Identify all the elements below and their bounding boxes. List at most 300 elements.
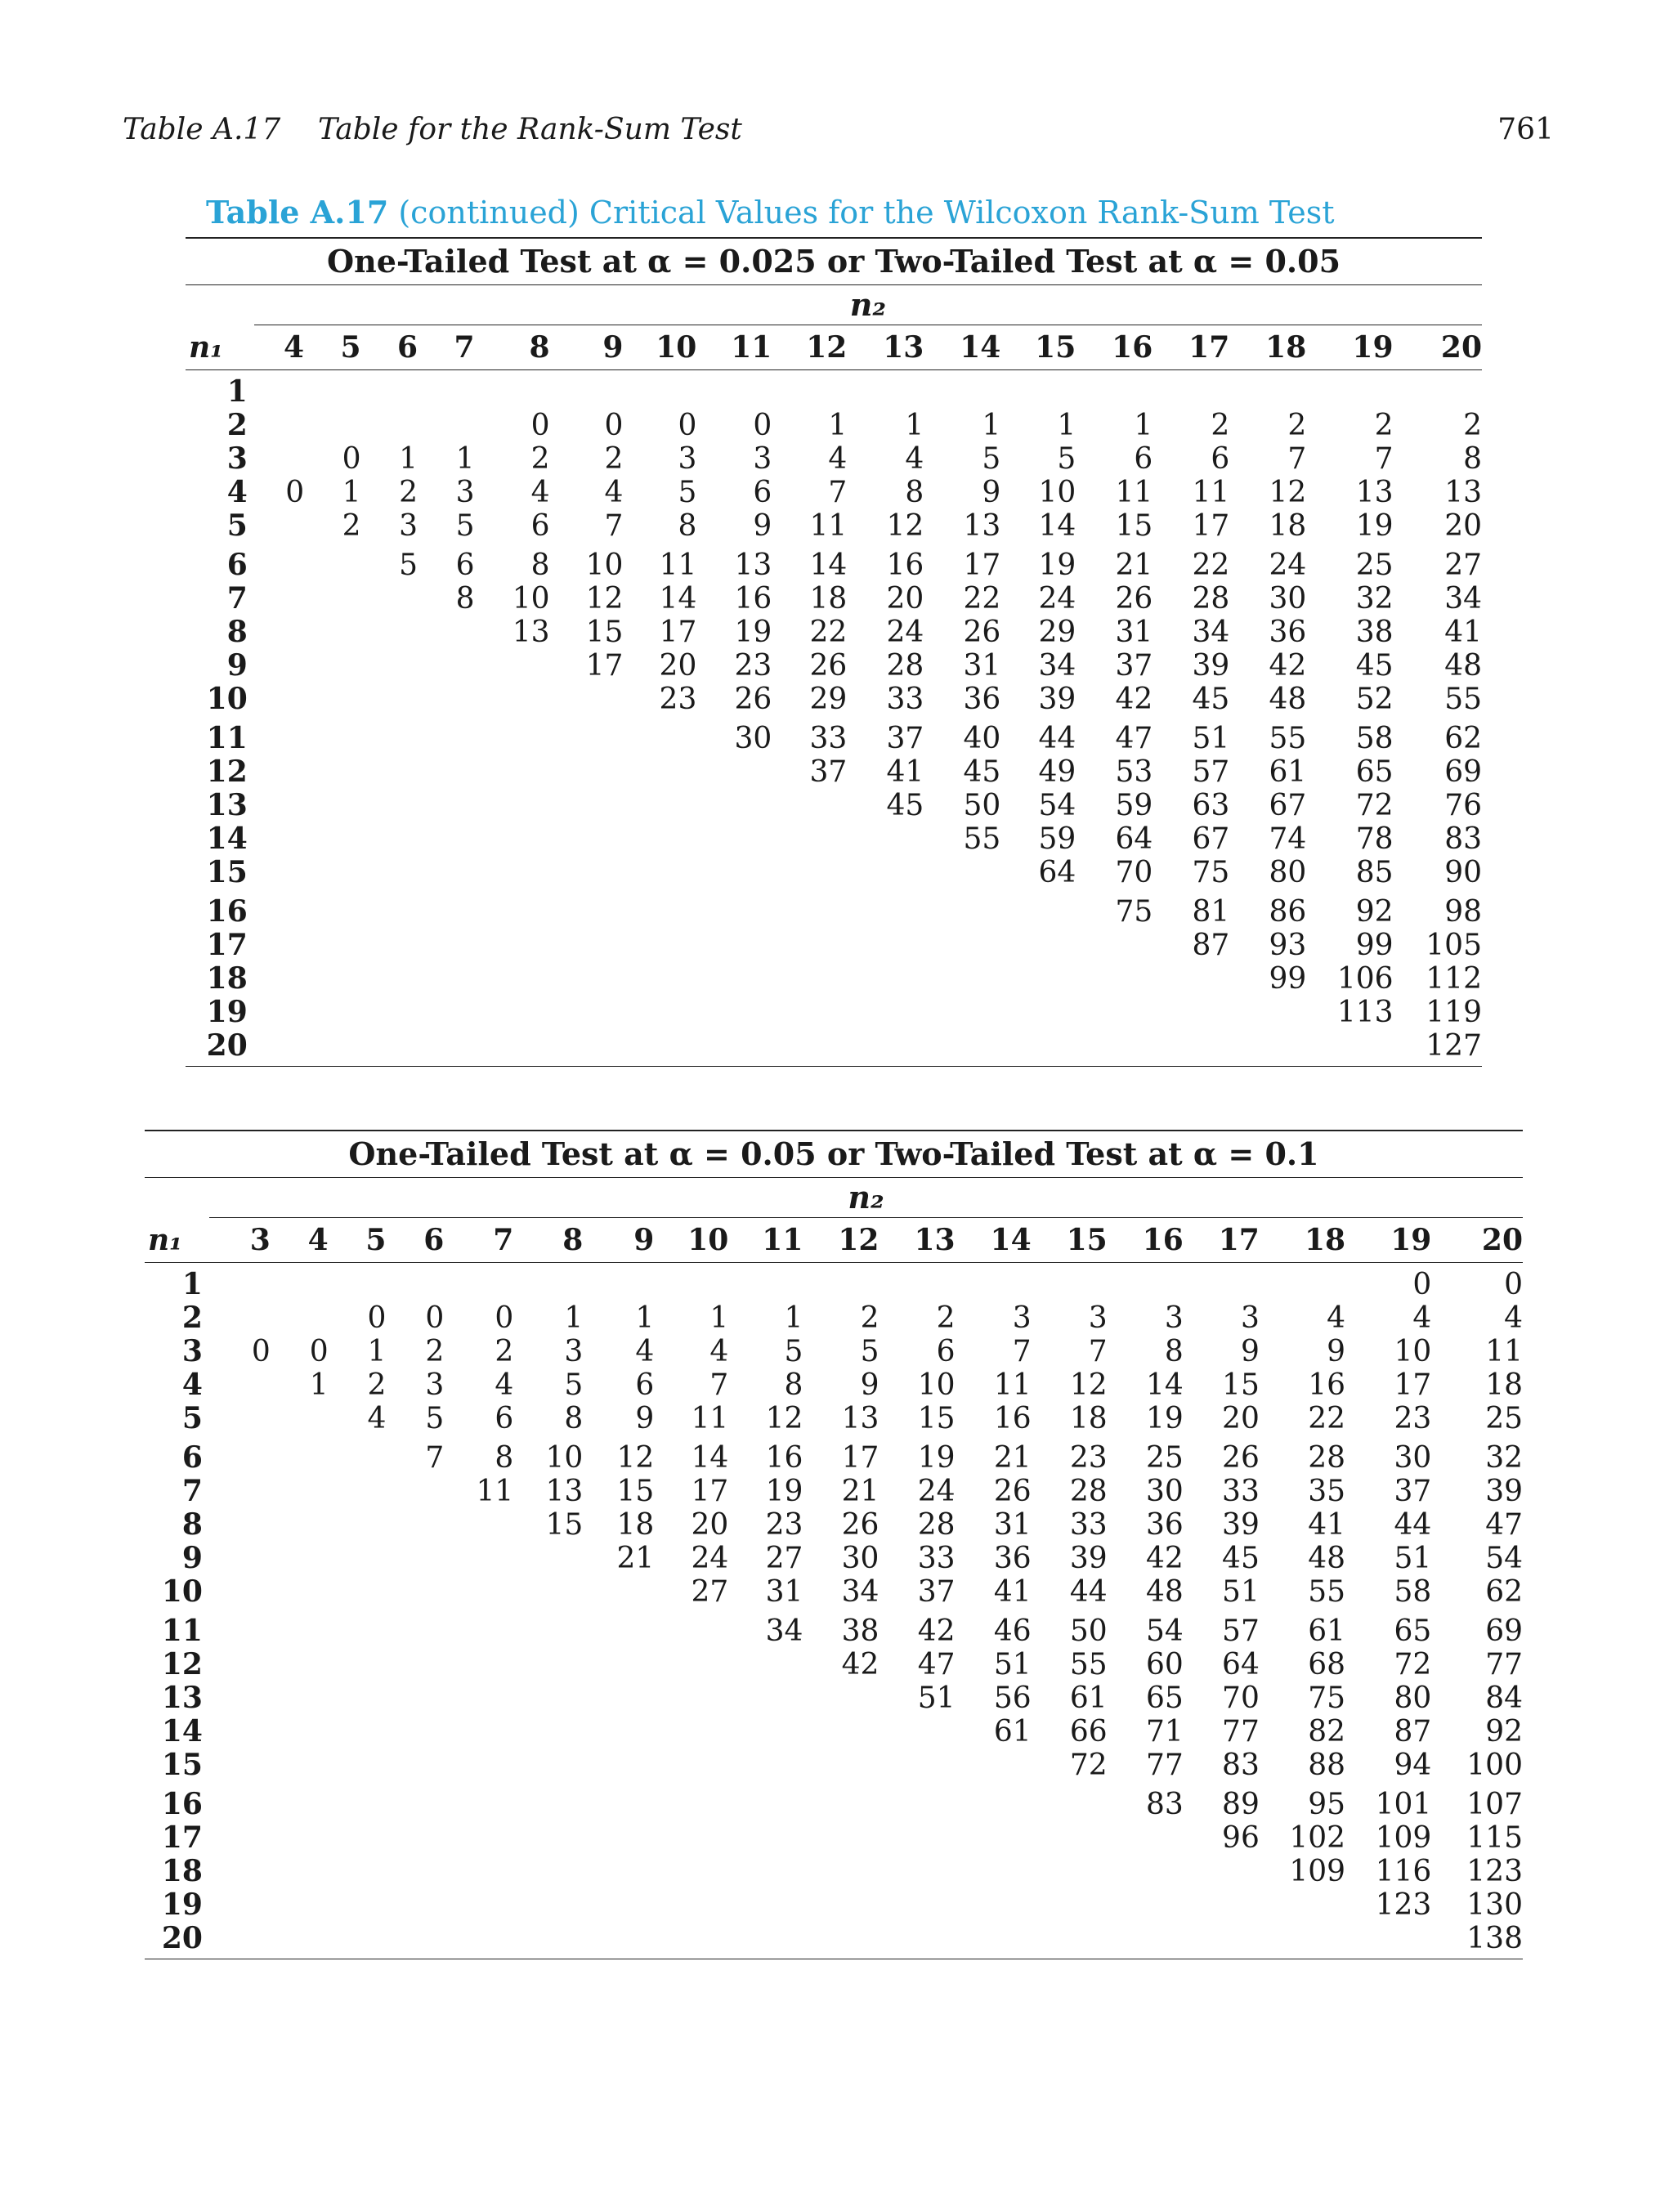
table-cell: [956, 1855, 1032, 1888]
table-cell: 55: [1308, 1575, 1346, 1609]
column-header-n2-7: 7: [418, 325, 474, 370]
table-cell: [386, 1888, 444, 1922]
table-cell: [418, 962, 474, 996]
table-row: [186, 996, 1482, 1029]
table-cell: 14: [691, 1441, 729, 1475]
table-cell: 39: [1069, 1542, 1108, 1575]
table-cell: 17: [659, 616, 697, 649]
table-cell: [623, 856, 696, 889]
table-cell: 109: [1375, 1821, 1432, 1855]
n1-axis-label: n₁: [145, 1218, 209, 1263]
table-cell: 10: [917, 1368, 956, 1402]
table-cell: [418, 856, 474, 889]
table-cell: 9: [753, 509, 772, 543]
table-cell: [254, 582, 304, 616]
table-cell: [475, 996, 550, 1029]
table-cell: 39: [1485, 1475, 1523, 1508]
table-cell: [444, 1782, 513, 1821]
table-cell: 22: [963, 582, 1001, 616]
table-cell: 10: [585, 549, 624, 582]
n2-axis-label: n₂: [254, 285, 1482, 325]
table-cell: [956, 1749, 1032, 1782]
table-cell: 69: [1485, 1614, 1523, 1648]
table-cell: 6: [530, 509, 550, 543]
table-cell: [386, 1749, 444, 1782]
table-cell: 67: [1192, 822, 1230, 856]
table-row: [145, 1402, 1523, 1435]
column-header-n2-14: 14: [924, 325, 1000, 370]
row-label-n1-18: 18: [206, 961, 248, 996]
table-cell: 13: [841, 1402, 880, 1435]
table-cell: [254, 996, 304, 1029]
table-row: [186, 889, 1482, 929]
table-cell: [1000, 962, 1076, 996]
table-cell: [329, 1821, 387, 1855]
table-cell: [209, 1855, 271, 1888]
table-cell: [254, 755, 304, 789]
table-cell: [361, 856, 418, 889]
table-row: [186, 582, 1482, 616]
table-cell: 23: [659, 683, 697, 716]
column-header-n2-5: 5: [329, 1218, 387, 1263]
column-header-n2-5: 5: [304, 325, 360, 370]
table-cell: 78: [1355, 822, 1394, 856]
table-cell: [728, 1855, 803, 1888]
table-row: [145, 1368, 1523, 1402]
table-cell: 28: [886, 649, 924, 683]
row-label-n1-5: 5: [181, 1401, 203, 1435]
table-cell: [361, 996, 418, 1029]
table-cell: [847, 996, 924, 1029]
table-row: [186, 1029, 1482, 1067]
table-cell: [1153, 1029, 1229, 1067]
table-cell: [304, 996, 360, 1029]
table-cell: 102: [1289, 1821, 1346, 1855]
table-cell: 4: [709, 1335, 729, 1368]
table-cell: 4: [828, 442, 848, 476]
table-cell: [304, 683, 360, 716]
table-row: [145, 1575, 1523, 1609]
table-cell: 3: [564, 1335, 584, 1368]
table-cell: 96: [1222, 1821, 1260, 1855]
table-cell: [209, 1749, 271, 1782]
table-cell: [956, 1922, 1032, 1959]
table-cell: [386, 1922, 444, 1959]
table-cell: 22: [809, 616, 848, 649]
table-cell: 1: [564, 1301, 584, 1335]
table-cell: 39: [1038, 683, 1076, 716]
table-cell: 0: [530, 409, 550, 442]
table-cell: 15: [1222, 1368, 1260, 1402]
row-label-n1-15: 15: [206, 855, 248, 889]
table-cell: [879, 1263, 955, 1302]
table-cell: 9: [1327, 1335, 1346, 1368]
table-cell: [1032, 1782, 1108, 1821]
table-cell: [209, 1609, 271, 1648]
table-cell: 31: [1115, 616, 1153, 649]
table-cell: [924, 929, 1000, 962]
table-cell: [329, 1888, 387, 1922]
table-cell: [623, 789, 696, 822]
table-cell: [329, 1855, 387, 1888]
table-cell: 2: [530, 442, 550, 476]
table-cell: [444, 1855, 513, 1888]
table-row: [145, 1888, 1523, 1922]
table-cell: [254, 509, 304, 543]
table-cell: 36: [963, 683, 1001, 716]
table-cell: [696, 889, 772, 929]
table-cell: 65: [1394, 1614, 1432, 1648]
table-cell: 2: [860, 1301, 880, 1335]
table-cell: [654, 1922, 728, 1959]
column-header-n2-17: 17: [1184, 1218, 1260, 1263]
table-cell: 51: [917, 1681, 956, 1715]
table-cell: 2: [1463, 409, 1482, 442]
table-cell: 57: [1192, 755, 1230, 789]
table-cell: 58: [1394, 1575, 1432, 1609]
table-cell: 17: [841, 1441, 880, 1475]
table-cell: [254, 716, 304, 755]
table-cell: [254, 1029, 304, 1067]
table-cell: 4: [905, 442, 924, 476]
table-cell: [728, 1263, 803, 1302]
table-cell: [304, 962, 360, 996]
table-cell: 90: [1444, 856, 1482, 889]
table-cell: 34: [841, 1575, 880, 1609]
table-cell: 30: [734, 722, 772, 755]
table-cell: 11: [659, 549, 697, 582]
row-label-n1-5: 5: [226, 508, 248, 543]
table-cell: 123: [1375, 1888, 1432, 1922]
table-cell: [1306, 1029, 1393, 1067]
table-cell: 1: [784, 1301, 803, 1335]
table-cell: 4: [495, 1368, 514, 1402]
table-cell: 17: [963, 549, 1001, 582]
table-cell: [1000, 370, 1076, 410]
table-cell: [550, 683, 624, 716]
table-cell: 42: [1115, 683, 1153, 716]
column-header-n2-19: 19: [1306, 325, 1393, 370]
table-cell: [623, 755, 696, 789]
table-cell: [583, 1782, 654, 1821]
table-cell: 4: [635, 1335, 655, 1368]
table-cell: 21: [1115, 549, 1153, 582]
table-cell: 71: [1145, 1715, 1184, 1749]
table-cell: [475, 649, 550, 683]
table-cell: [583, 1263, 654, 1302]
table-cell: 61: [1308, 1614, 1346, 1648]
table-cell: 33: [886, 683, 924, 716]
column-header-n2-16: 16: [1076, 325, 1153, 370]
table-cell: 61: [1269, 755, 1307, 789]
table-cell: 51: [1394, 1542, 1432, 1575]
table-cell: 13: [734, 549, 772, 582]
table-cell: 27: [1444, 549, 1482, 582]
table-cell: 42: [917, 1614, 956, 1648]
column-header-row: [145, 1218, 1523, 1263]
row-label-n1-6: 6: [226, 548, 248, 582]
table-cell: 39: [1222, 1508, 1260, 1542]
table-cell: 41: [886, 755, 924, 789]
table-cell: 2: [1374, 409, 1394, 442]
table-cell: [550, 755, 624, 789]
table-row: [186, 822, 1482, 856]
table-cell: [513, 1715, 583, 1749]
table-cell: 1: [367, 1335, 387, 1368]
table-cell: 13: [512, 616, 550, 649]
table-cell: 1: [342, 476, 361, 509]
table-cell: [696, 962, 772, 996]
table-cell: 87: [1192, 929, 1230, 962]
column-header-n2-6: 6: [361, 325, 418, 370]
table-cell: 23: [734, 649, 772, 683]
table-cell: [1394, 370, 1482, 410]
table-cell: [475, 716, 550, 755]
table-cell: 3: [1164, 1301, 1184, 1335]
table-cell: [879, 1715, 955, 1749]
table-cell: 15: [1115, 509, 1153, 543]
table-cell: 80: [1269, 856, 1307, 889]
table-cell: 29: [809, 683, 848, 716]
table-cell: 2: [1211, 409, 1230, 442]
table-cell: 72: [1394, 1648, 1432, 1681]
table-cell: [386, 1508, 444, 1542]
table-cell: [1184, 1888, 1260, 1922]
table-cell: 77: [1145, 1749, 1184, 1782]
table-cell: [361, 755, 418, 789]
table-cell: [623, 962, 696, 996]
row-label-n1-14: 14: [161, 1714, 203, 1749]
table-cell: [728, 1922, 803, 1959]
table-cell: [956, 1821, 1032, 1855]
table-cell: 26: [734, 683, 772, 716]
table-cell: 53: [1115, 755, 1153, 789]
table-cell: 0: [1412, 1268, 1432, 1301]
column-header-n2-9: 9: [583, 1218, 654, 1263]
table-cell: 34: [1444, 582, 1482, 616]
table-cell: [879, 1821, 955, 1855]
table-cell: [271, 1475, 329, 1508]
row-label-n1-1: 1: [226, 374, 248, 409]
table-cell: [513, 1681, 583, 1715]
table-cell: [271, 1263, 329, 1302]
column-header-n2-10: 10: [654, 1218, 728, 1263]
table-cell: [386, 1821, 444, 1855]
table-cell: 36: [1145, 1508, 1184, 1542]
table-cell: 65: [1355, 755, 1394, 789]
table-row: [145, 1508, 1523, 1542]
table-cell: 3: [678, 442, 697, 476]
table-cell: 82: [1308, 1715, 1346, 1749]
table-cell: 2: [604, 442, 624, 476]
table-cell: [728, 1749, 803, 1782]
table-cell: [209, 1542, 271, 1575]
table-cell: [444, 1715, 513, 1749]
table-cell: [418, 889, 474, 929]
table-cell: [1260, 1263, 1345, 1302]
table-cell: [513, 1542, 583, 1575]
table-cell: [209, 1575, 271, 1609]
table-cell: [386, 1575, 444, 1609]
table-cell: 4: [604, 476, 624, 509]
table-cell: [304, 755, 360, 789]
table-cell: 20: [691, 1508, 729, 1542]
table-cell: [772, 1029, 847, 1067]
table-cell: 1: [1057, 409, 1076, 442]
table-cell: [209, 1648, 271, 1681]
table-cell: 41: [1444, 616, 1482, 649]
table-cell: 8: [1463, 442, 1482, 476]
table-cell: 55: [1069, 1648, 1108, 1681]
table-cell: [847, 962, 924, 996]
table-cell: 92: [1485, 1715, 1523, 1749]
table-cell: 23: [1394, 1402, 1432, 1435]
table-cell: 21: [993, 1441, 1032, 1475]
table-cell: 69: [1444, 755, 1482, 789]
table-cell: 23: [1069, 1441, 1108, 1475]
table-cell: 19: [734, 616, 772, 649]
table-cell: [271, 1782, 329, 1821]
table-cell: 17: [1192, 509, 1230, 543]
table-cell: 34: [765, 1614, 803, 1648]
table-cell: 19: [1145, 1402, 1184, 1435]
table-cell: [1000, 889, 1076, 929]
table-cell: 30: [841, 1542, 880, 1575]
table-cell: 45: [1222, 1542, 1260, 1575]
table-cell: [847, 822, 924, 856]
table-cell: [386, 1542, 444, 1575]
table-cell: [696, 856, 772, 889]
table-cell: [1229, 996, 1306, 1029]
table-cell: 116: [1375, 1855, 1432, 1888]
column-header-n2-13: 13: [879, 1218, 955, 1263]
table-cell: 64: [1115, 822, 1153, 856]
table-cell: [475, 856, 550, 889]
table-cell: [550, 716, 624, 755]
row-label-n1-20: 20: [145, 1922, 209, 1959]
table-cell: 3: [399, 509, 418, 543]
table-cell: 16: [993, 1402, 1032, 1435]
table-cell: [254, 649, 304, 683]
table-cell: 51: [1192, 722, 1230, 755]
table-cell: [772, 789, 847, 822]
table-cell: [418, 755, 474, 789]
column-header-n2-12: 12: [803, 1218, 879, 1263]
table-cell: [654, 1782, 728, 1821]
table-cell: [1108, 1263, 1184, 1302]
table-cell: 11: [1115, 476, 1153, 509]
table-cell: [803, 1855, 879, 1888]
table-cell: [386, 1681, 444, 1715]
table-cell: 9: [635, 1402, 655, 1435]
table-cell: [418, 996, 474, 1029]
table-cell: 54: [1145, 1614, 1184, 1648]
table-cell: 44: [1069, 1575, 1108, 1609]
table-cell: 70: [1222, 1681, 1260, 1715]
table-cell: [361, 1029, 418, 1067]
row-label-n1-12: 12: [206, 754, 248, 789]
column-header-n2-7: 7: [444, 1218, 513, 1263]
table-cell: 47: [917, 1648, 956, 1681]
table-cell: [209, 1475, 271, 1508]
table-cell: 1: [455, 442, 475, 476]
table-cell: [475, 889, 550, 929]
column-header-n2-12: 12: [772, 325, 847, 370]
table-cell: [1229, 370, 1306, 410]
table-cell: 99: [1355, 929, 1394, 962]
table-cell: [329, 1435, 387, 1475]
table-row: [145, 1542, 1523, 1575]
table-cell: 7: [828, 476, 848, 509]
table-cell: 6: [1211, 442, 1230, 476]
table-row: [186, 476, 1482, 509]
table-cell: 106: [1336, 962, 1394, 996]
table-cell: [361, 649, 418, 683]
table-cell: [304, 716, 360, 755]
table-cell: 17: [1394, 1368, 1432, 1402]
table-cell: 81: [1192, 895, 1230, 929]
table-cell: 2: [425, 1335, 445, 1368]
table-cell: 34: [1192, 616, 1230, 649]
column-header-n2-15: 15: [1000, 325, 1076, 370]
table-cell: 35: [1308, 1475, 1346, 1508]
table-cell: 77: [1222, 1715, 1260, 1749]
table-cell: [254, 889, 304, 929]
table-cell: [1306, 370, 1393, 410]
table-cell: 37: [1394, 1475, 1432, 1508]
table-cell: [583, 1855, 654, 1888]
column-header-n2-15: 15: [1032, 1218, 1108, 1263]
table-cell: 10: [1394, 1335, 1432, 1368]
table-cell: [329, 1715, 387, 1749]
table-cell: 26: [1222, 1441, 1260, 1475]
table-cell: 99: [1269, 962, 1307, 996]
table-cell: [1032, 1855, 1108, 1888]
table-cell: 18: [616, 1508, 655, 1542]
table-cell: 1: [1134, 409, 1153, 442]
table-cell: 14: [659, 582, 697, 616]
table-cell: [254, 683, 304, 716]
table-cell: [1076, 929, 1153, 962]
table-row: [145, 1749, 1523, 1782]
table-cell: [361, 370, 418, 410]
table-cell: [847, 856, 924, 889]
table-cell: 37: [917, 1575, 956, 1609]
table-cell: 1: [982, 409, 1001, 442]
table-cell: [696, 789, 772, 822]
table-row: [145, 1922, 1523, 1959]
table-cell: 130: [1466, 1888, 1523, 1922]
table-cell: 54: [1485, 1542, 1523, 1575]
column-header-n2-17: 17: [1153, 325, 1229, 370]
table-cell: [550, 996, 624, 1029]
table-cell: 3: [1012, 1301, 1032, 1335]
table-cell: [271, 1749, 329, 1782]
table-cell: [1345, 1922, 1431, 1959]
table-cell: [418, 649, 474, 683]
table-cell: [1000, 996, 1076, 1029]
table-cell: [583, 1821, 654, 1855]
table-cell: 51: [993, 1648, 1032, 1681]
table-cell: 18: [1269, 509, 1307, 543]
row-label-n1-8: 8: [226, 615, 248, 649]
table-cell: [803, 1922, 879, 1959]
table-cell: [209, 1681, 271, 1715]
table-cell: [209, 1435, 271, 1475]
table-cell: 8: [784, 1368, 803, 1402]
table-cell: 48: [1145, 1575, 1184, 1609]
table-cell: 54: [1038, 789, 1076, 822]
